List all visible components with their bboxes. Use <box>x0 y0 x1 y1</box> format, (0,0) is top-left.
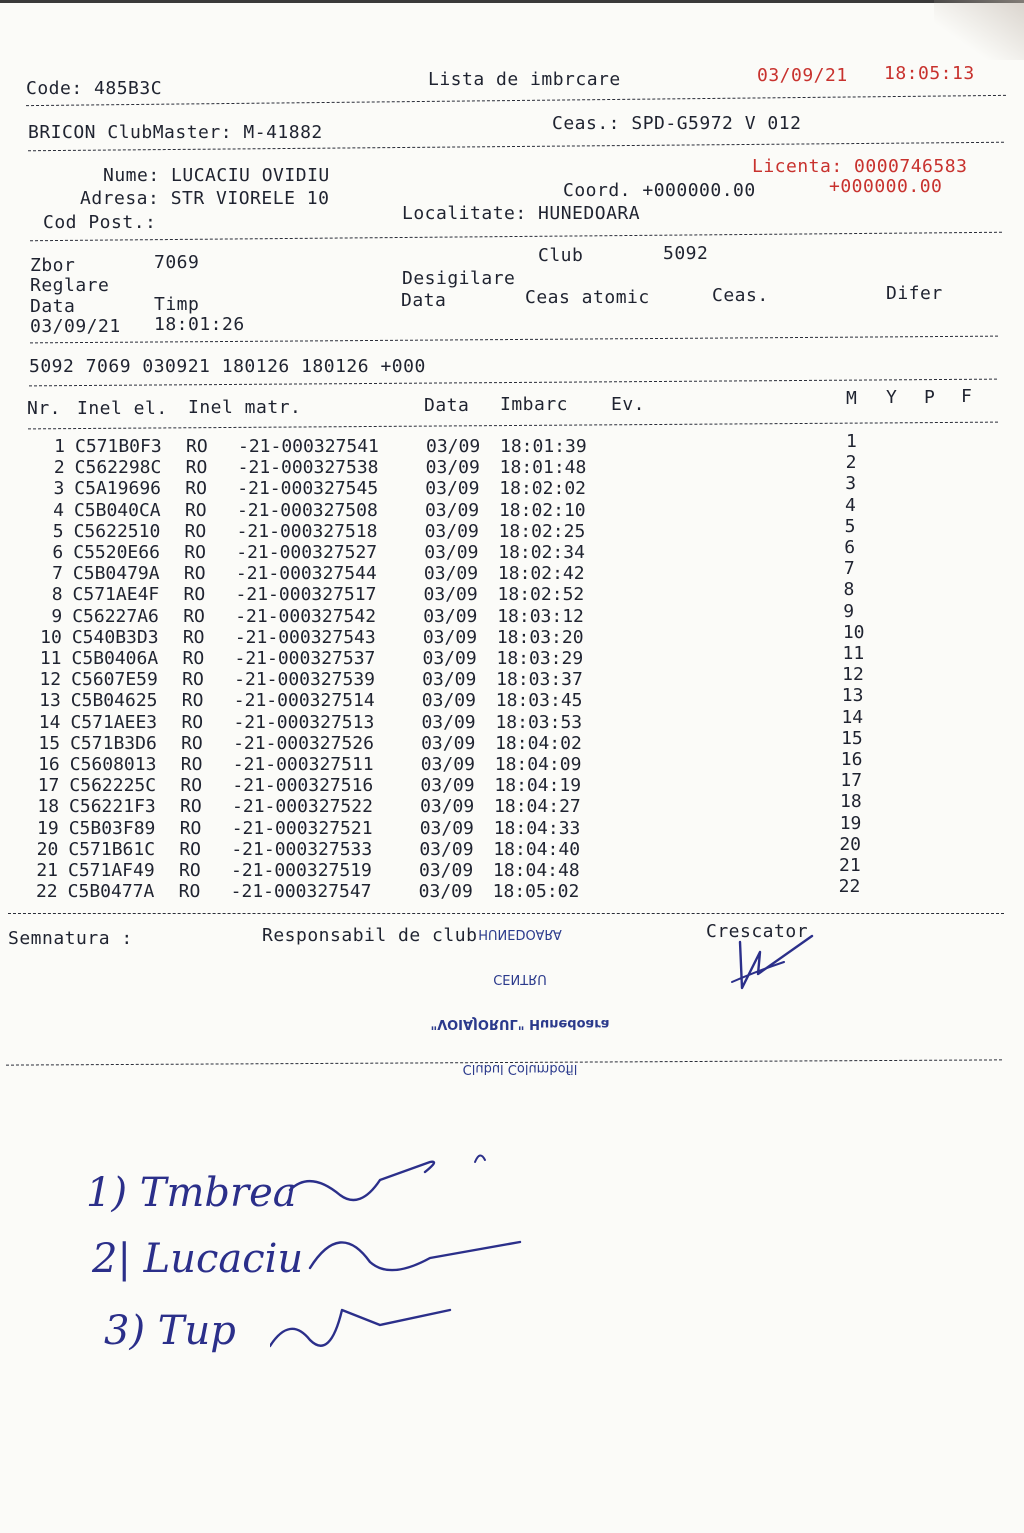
country-code: RO <box>181 711 204 733</box>
ring-number: -21-000327526 <box>233 732 374 754</box>
table-row <box>0 621 1024 648</box>
stamp-line-1: Clubul Columbofil <box>462 1061 578 1076</box>
stamp-line-3: CENTRU <box>493 971 547 986</box>
divider <box>28 422 998 430</box>
bricon-clubmaster: BRICON ClubMaster: M-41882 <box>28 122 323 143</box>
ring-number: -21-000327508 <box>236 499 378 521</box>
breeder-signature <box>720 930 830 1000</box>
col-inel-el: Inel el. <box>77 398 168 419</box>
coordinates-label: Coord. +000000.00 <box>563 180 756 201</box>
electronic-ring: C5B03F89 <box>68 817 156 839</box>
country-code: RO <box>179 860 201 881</box>
ring-number: -21-000327517 <box>235 584 377 606</box>
electronic-ring: C571B61C <box>68 838 156 860</box>
arrival-date: 03/09 <box>419 838 474 860</box>
row-number: 19 <box>37 817 59 839</box>
divider <box>26 95 1006 106</box>
ring-number: -21-000327547 <box>230 881 372 903</box>
electronic-ring: C5B040CA <box>73 499 161 521</box>
position-m: 8 <box>843 579 855 601</box>
table-row <box>0 685 1024 712</box>
signature-label: Semnatura : <box>8 928 133 949</box>
divider <box>29 379 997 387</box>
ring-number: -21-000327521 <box>231 817 373 839</box>
arrival-time: 18:04:02 <box>495 732 582 754</box>
arrival-date: 03/09 <box>420 796 475 818</box>
country-code: RO <box>178 881 201 903</box>
license: Licenta: 0000746583 <box>752 156 968 177</box>
col-data: Data <box>424 395 470 416</box>
ring-number: -21-000327516 <box>232 775 374 797</box>
position-m: 1 <box>846 431 857 452</box>
breeder-label: Crescator <box>706 921 809 942</box>
arrival-date: 03/09 <box>422 669 477 691</box>
electronic-ring: C5A19696 <box>74 478 161 500</box>
atomic-clock-label: Ceas atomic <box>525 287 650 308</box>
electronic-ring: C5B0477A <box>67 881 155 903</box>
ring-number: -21-000327537 <box>234 648 376 669</box>
position-m: 16 <box>840 749 863 770</box>
table-row <box>0 770 1024 797</box>
position-m: 17 <box>840 770 863 792</box>
document-title: Lista de imbrcare <box>428 69 621 90</box>
arrival-date: 03/09 <box>425 478 480 500</box>
electronic-ring: C5B0406A <box>71 648 159 669</box>
table-row <box>0 791 1024 818</box>
arrival-time: 18:04:48 <box>493 860 580 881</box>
electronic-ring: C571AEE3 <box>70 711 158 733</box>
country-code: RO <box>181 732 203 754</box>
ring-number: -21-000327518 <box>236 520 378 542</box>
arrival-date: 03/09 <box>424 520 479 542</box>
col-p: P <box>924 387 936 408</box>
country-code: RO <box>184 520 207 542</box>
arrival-time: 18:04:40 <box>493 838 581 860</box>
electronic-ring: C5607E59 <box>71 669 158 691</box>
desigilare-label: Desigilare <box>402 268 516 289</box>
handwritten-name-1: 1) Tmbrea <box>86 1170 297 1216</box>
electronic-ring: C5B04625 <box>70 690 158 712</box>
row-number: 18 <box>37 796 60 818</box>
arrival-time: 18:03:45 <box>495 690 583 712</box>
table-row <box>0 833 1024 860</box>
row-number: 14 <box>38 711 61 733</box>
ring-number: -21-000327539 <box>234 669 376 691</box>
electronic-ring: C562298C <box>74 457 162 479</box>
scan-top-edge <box>0 0 1024 3</box>
position-m: 15 <box>841 727 863 749</box>
arrival-time: 18:04:33 <box>493 817 581 839</box>
club-number: 5092 <box>663 243 709 264</box>
position-m: 11 <box>842 643 865 664</box>
arrival-time: 18:05:02 <box>492 881 580 903</box>
position-m: 4 <box>844 494 856 516</box>
position-m: 10 <box>842 621 865 643</box>
row-number: 21 <box>36 860 58 881</box>
table-row <box>0 812 1024 839</box>
arrival-date: 03/09 <box>422 648 477 669</box>
table-row <box>0 452 1024 479</box>
arrival-date: 03/09 <box>423 563 479 585</box>
arrival-date: 03/09 <box>426 436 481 457</box>
flight-summary: 5092 7069 030921 180126 180126 +000 <box>29 356 426 377</box>
row-number: 3 <box>53 478 65 500</box>
position-m: 21 <box>839 855 861 876</box>
country-code: RO <box>180 775 203 797</box>
row-number: 17 <box>37 775 60 797</box>
data-label-2: Data <box>401 290 447 311</box>
position-m: 18 <box>840 791 862 813</box>
ring-number: -21-000327543 <box>234 626 376 648</box>
ring-number: -21-000327542 <box>235 605 377 627</box>
electronic-ring: C571B3D6 <box>70 732 157 754</box>
locality: Localitate: HUNEDOARA <box>402 203 641 224</box>
table-row <box>0 727 1024 754</box>
country-code: RO <box>184 542 206 563</box>
table-row <box>0 600 1024 627</box>
clock-label: Ceas. <box>712 285 769 306</box>
country-code: RO <box>179 838 202 860</box>
electronic-ring: C56221F3 <box>69 796 156 818</box>
stamp-line-4: HUNEDOARA <box>478 926 562 941</box>
position-m: 20 <box>839 833 862 855</box>
divider <box>30 336 998 344</box>
arrival-date: 03/09 <box>418 881 473 903</box>
electronic-ring: C562225C <box>69 775 157 797</box>
flight-time: 18:01:26 <box>154 314 245 335</box>
ring-number: -21-000327538 <box>237 457 379 479</box>
club-stamp <box>420 926 620 1106</box>
col-imbarc: Imbarc <box>500 394 569 415</box>
ring-number: -21-000327513 <box>233 711 375 733</box>
col-f: F <box>961 386 973 407</box>
col-y: Y <box>886 387 898 408</box>
position-m: 2 <box>845 452 857 474</box>
table-row <box>0 579 1024 606</box>
ring-number: -21-000327533 <box>231 838 373 860</box>
country-code: RO <box>180 796 202 818</box>
arrival-time: 18:02:25 <box>498 520 586 542</box>
position-m: 9 <box>843 600 855 622</box>
arrival-date: 03/09 <box>420 754 475 775</box>
scan-corner-shadow <box>934 0 1024 60</box>
position-m: 14 <box>841 706 864 728</box>
table-row <box>0 643 1024 669</box>
ring-number: -21-000327522 <box>232 796 373 818</box>
flight-label: Zbor <box>30 255 76 276</box>
arrival-date: 03/09 <box>425 457 480 479</box>
electronic-ring: C5622510 <box>73 520 161 542</box>
print-date: 03/09/21 <box>757 65 848 86</box>
row-number: 7 <box>52 563 63 585</box>
row-number: 16 <box>38 754 60 775</box>
data-label: Data <box>30 296 76 317</box>
position-m: 3 <box>845 473 857 495</box>
arrival-date: 03/09 <box>423 605 478 627</box>
handwritten-signatures <box>270 1150 550 1390</box>
flight-number: 7069 <box>154 252 200 273</box>
electronic-ring: C5520E66 <box>73 542 160 563</box>
country-code: RO <box>182 648 205 669</box>
arrival-time: 18:03:37 <box>496 669 583 691</box>
flight-date: 03/09/21 <box>30 316 121 337</box>
electronic-ring: C540B3D3 <box>71 626 159 648</box>
arrival-time: 18:02:42 <box>497 563 585 585</box>
table-row <box>0 537 1024 563</box>
col-inel-matr: Inel matr. <box>188 397 302 418</box>
arrival-time: 18:04:19 <box>494 775 582 797</box>
arrival-time: 18:03:53 <box>495 711 583 733</box>
country-code: RO <box>183 563 206 585</box>
arrival-time: 18:02:10 <box>498 499 586 521</box>
country-code: RO <box>182 626 205 648</box>
handwritten-name-2: 2| Lucaciu <box>92 1236 304 1282</box>
country-code: RO <box>179 817 202 839</box>
row-number: 22 <box>35 881 58 903</box>
country-code: RO <box>183 605 205 627</box>
difference-label: Difer <box>886 283 943 304</box>
table-row <box>0 515 1024 542</box>
arrival-date: 03/09 <box>419 860 474 881</box>
col-m: M <box>846 388 858 409</box>
arrival-time: 18:01:48 <box>499 457 587 479</box>
arrival-date: 03/09 <box>424 499 480 521</box>
electronic-ring: C571B0F3 <box>75 436 162 457</box>
ring-number: -21-000327527 <box>236 542 378 563</box>
position-m: 19 <box>839 812 862 834</box>
country-code: RO <box>184 499 207 521</box>
table-row <box>0 876 1024 903</box>
arrival-time: 18:02:34 <box>498 542 585 563</box>
divider <box>30 232 1002 241</box>
arrival-time: 18:03:12 <box>497 605 584 627</box>
country-code: RO <box>185 457 208 479</box>
coordinates-value: +000000.00 <box>829 176 943 197</box>
table-row <box>0 473 1024 500</box>
position-m: 12 <box>842 664 864 686</box>
arrival-time: 18:02:52 <box>497 584 585 606</box>
table-row <box>0 855 1024 881</box>
arrival-date: 03/09 <box>424 542 479 563</box>
handwritten-name-3: 3) Tup <box>104 1308 236 1354</box>
arrival-date: 03/09 <box>421 732 476 754</box>
row-number: 9 <box>51 605 63 627</box>
table-row <box>0 749 1024 775</box>
postal-code: Cod Post.: <box>43 212 157 233</box>
position-m: 7 <box>843 558 855 580</box>
col-ev: Ev. <box>611 394 646 415</box>
position-m: 22 <box>838 876 861 898</box>
table-row <box>0 706 1024 733</box>
arrival-time: 18:01:39 <box>500 436 587 457</box>
row-number: 20 <box>36 838 59 860</box>
clock-id: Ceas.: SPD-G5972 V 012 <box>552 113 802 134</box>
print-time: 18:05:13 <box>884 63 975 84</box>
timp-label: Timp <box>154 294 200 315</box>
arrival-date: 03/09 <box>422 626 478 648</box>
row-number: 11 <box>39 648 62 669</box>
table-row <box>0 494 1024 521</box>
country-code: RO <box>185 478 207 500</box>
arrival-date: 03/09 <box>421 711 476 733</box>
ring-number: -21-000327511 <box>232 754 374 775</box>
club-responsible-label: Responsabil de club <box>262 925 478 946</box>
col-nr: Nr. <box>27 398 62 419</box>
country-code: RO <box>183 584 206 606</box>
row-number: 4 <box>53 499 64 521</box>
row-number: 8 <box>51 584 63 606</box>
country-code: RO <box>180 754 203 775</box>
table-row <box>0 431 1024 457</box>
ring-number: -21-000327519 <box>231 860 372 881</box>
row-number: 10 <box>40 626 62 648</box>
arrival-time: 18:03:20 <box>496 626 584 648</box>
row-number: 2 <box>53 457 65 479</box>
owner-address: Adresa: STR VIORELE 10 <box>80 188 330 209</box>
ring-number: -21-000327514 <box>233 690 375 712</box>
country-code: RO <box>181 690 204 712</box>
arrival-date: 03/09 <box>420 775 475 797</box>
arrival-date: 03/09 <box>423 584 478 606</box>
ring-number: -21-000327541 <box>238 436 379 457</box>
electronic-ring: C571AE4F <box>72 584 160 606</box>
position-m: 6 <box>844 537 856 558</box>
electronic-ring: C5B0479A <box>72 563 160 585</box>
arrival-time: 18:03:29 <box>496 648 584 669</box>
row-number: 13 <box>39 690 61 712</box>
row-number: 5 <box>52 520 64 542</box>
row-number: 15 <box>38 732 61 754</box>
row-number: 1 <box>54 436 65 457</box>
arrival-date: 03/09 <box>421 690 476 712</box>
electronic-ring: C56227A6 <box>72 605 159 627</box>
table-row <box>0 664 1024 691</box>
club-label: Club <box>538 245 584 266</box>
ring-number: -21-000327545 <box>237 478 379 500</box>
arrival-time: 18:04:09 <box>494 754 582 775</box>
document-code: Code: 485B3C <box>26 78 163 99</box>
reglare-label: Reglare <box>30 275 110 296</box>
table-row <box>0 558 1024 585</box>
ring-number: -21-000327544 <box>235 563 377 585</box>
arrival-time: 18:02:02 <box>499 478 586 500</box>
arrival-date: 03/09 <box>419 817 474 839</box>
owner-name: Nume: LUCACIU OVIDIU <box>103 165 330 186</box>
divider <box>28 142 1004 152</box>
stamp-line-2: "VOIAJORUL" Hunedoara <box>430 1016 610 1031</box>
electronic-ring: C571AF49 <box>68 860 155 881</box>
electronic-ring: C5608013 <box>69 754 157 775</box>
position-m: 5 <box>844 515 856 537</box>
country-code: RO <box>182 669 204 691</box>
row-number: 12 <box>39 669 62 691</box>
position-m: 13 <box>841 685 864 707</box>
country-code: RO <box>186 436 208 457</box>
arrival-time: 18:04:27 <box>494 796 581 818</box>
row-number: 6 <box>52 542 64 563</box>
